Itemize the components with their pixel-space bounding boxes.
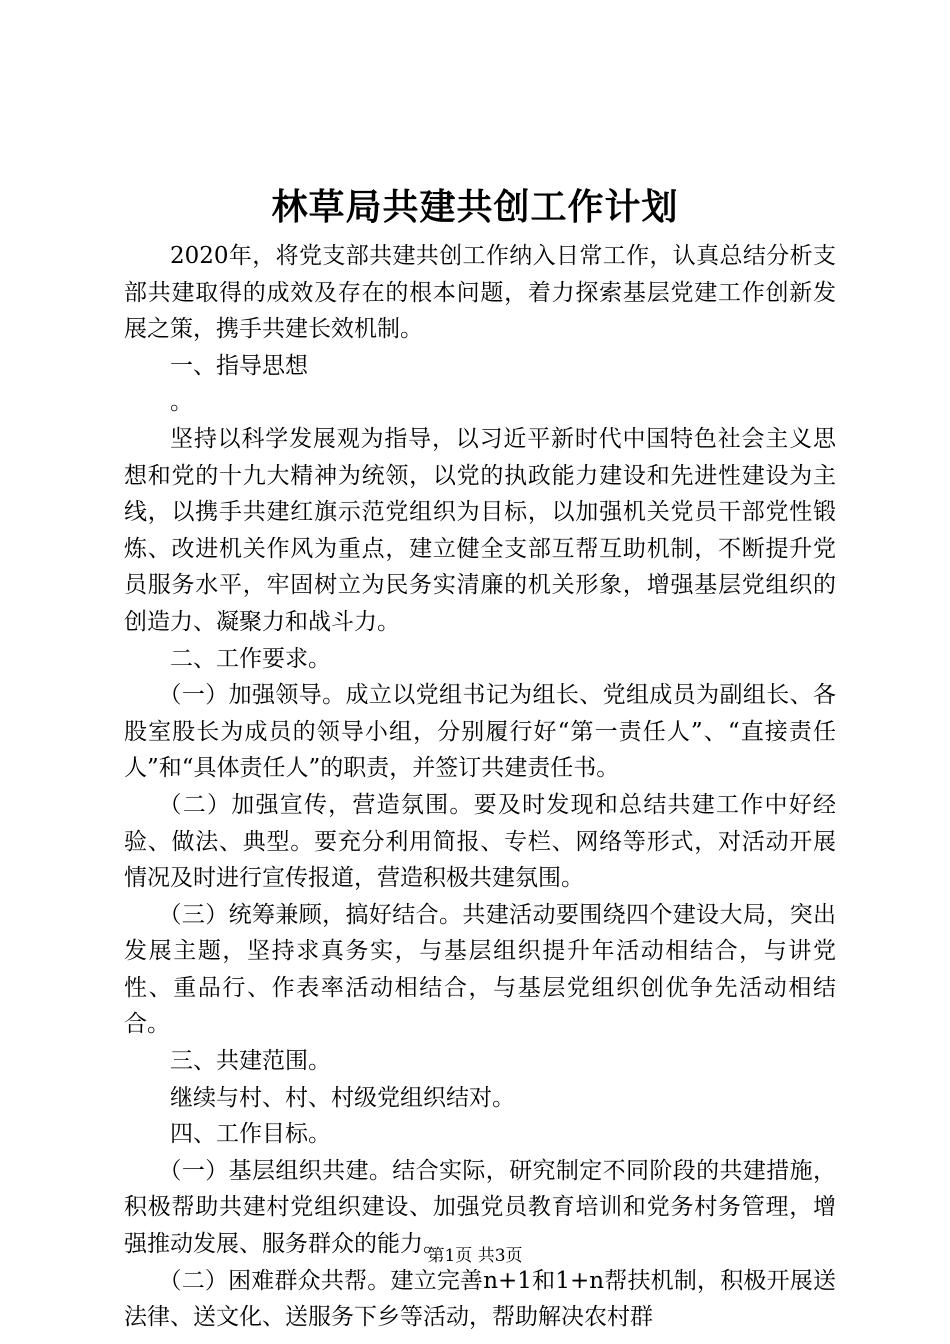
scope-paragraph: 继续与村、村、村级党组织结对。 <box>170 1084 515 1111</box>
document-title: 林草局共建共创工作计划 <box>271 187 679 228</box>
goal-assistance-paragraph: （二）困难群众共帮。建立完善n+1和1+n帮扶机制，积极开展送法律、送文化、送服务下乡等活动，帮助解决农村群 <box>124 1267 836 1331</box>
section-heading-scope: 三、共建范围。 <box>170 1048 331 1075</box>
guiding-ideology-paragraph: 坚持以科学发展观为指导，以习近平新时代中国特色社会主义思想和党的十九大精神为统领，以党的执政能力建设和先进性建设为主线，以携手共建红旗示范党组织为目标，以加强机关党员干部党性锻炼、改进机关作风为重点，建立健全支部互帮互助机制，不断提升党员服务水平，牢固树立为民务实清廉的机关形象，增强基层党组织的创造力、凝聚力和战斗力。 <box>124 425 836 635</box>
page-footer: 第1页 共3页 <box>427 1246 523 1266</box>
section-heading-guiding-ideology: 一、指导思想 <box>170 352 308 379</box>
section-heading-work-requirements: 二、工作要求。 <box>170 645 331 672</box>
goal-organization-paragraph: （一）基层组织共建。结合实际，研究制定不同阶段的共建措施，积极帮助共建村党组织建设、加强党员教育培训和党务村务管理，增强推动发展、服务群众的能力。 <box>124 1157 836 1258</box>
requirement-coordination-paragraph: （三）统筹兼顾，搞好结合。共建活动要围绕四个建设大局，突出发展主题，坚持求真务实，与基层组织提升年活动相结合，与讲党性、重品行、作表率活动相结合，与基层党组织创优争先活动相结合。 <box>124 901 836 1038</box>
section-heading-work-goals: 四、工作目标。 <box>170 1121 331 1148</box>
intro-paragraph: 2020年，将党支部共建共创工作纳入日常工作，认真总结分析支部共建取得的成效及存在的根本问题，着力探索基层党建工作创新发展之策，携手共建长效机制。 <box>124 243 836 343</box>
document-body <box>124 238 836 1336</box>
requirement-leadership-paragraph: （一）加强领导。成立以党组书记为组长、党组成员为副组长、各股室股长为成员的领导小组，分别履行好“第一责任人”、“直接责任人”和“具体责任人”的职责，并签订共建责任书。 <box>124 682 836 782</box>
requirement-publicity-paragraph: （二）加强宣传，营造氛围。要及时发现和总结共建工作中好经验、做法、典型。要充分利用简报、专栏、网络等形式，对活动开展情况及时进行宣传报道，营造积极共建氛围。 <box>124 791 836 892</box>
punctuation-line: 。 <box>170 389 193 416</box>
